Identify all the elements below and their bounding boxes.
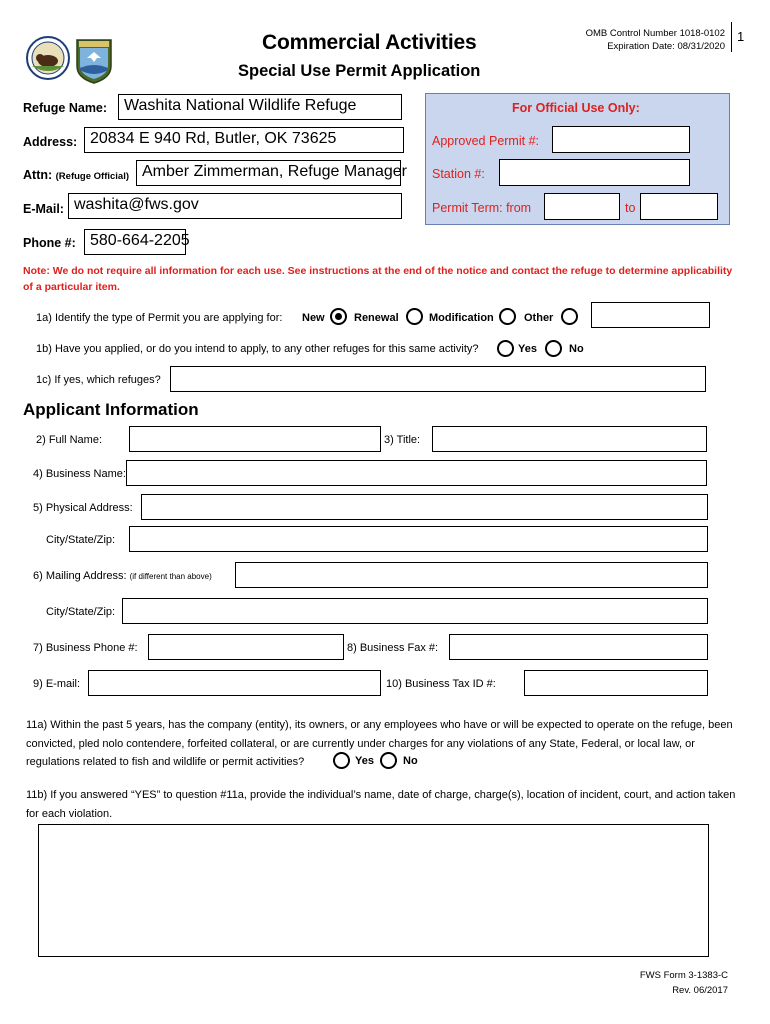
q1b-yes-label: Yes bbox=[518, 343, 537, 355]
form-subtitle: Special Use Permit Application bbox=[238, 62, 481, 80]
q11a-no-label: No bbox=[403, 755, 418, 767]
station-field[interactable] bbox=[499, 159, 690, 186]
official-use-heading: For Official Use Only: bbox=[512, 101, 640, 115]
option-modification-label: Modification bbox=[429, 312, 494, 324]
attn-label bbox=[23, 168, 129, 182]
attn-sub-label: (Refuge Official) bbox=[55, 171, 130, 182]
full-name-label: 2) Full Name: bbox=[36, 434, 103, 446]
mailing-address-label-text: 6) Mailing Address: bbox=[33, 570, 127, 582]
city-state-zip-field[interactable] bbox=[129, 526, 708, 552]
q1b-no-radio[interactable] bbox=[545, 340, 562, 357]
station-label: Station #: bbox=[432, 167, 485, 181]
q1b-yes-radio[interactable] bbox=[497, 340, 514, 357]
attn-field[interactable]: Amber Zimmerman, Refuge Manager bbox=[136, 160, 401, 186]
other-specify-field[interactable] bbox=[591, 302, 710, 328]
mailing-address-note: (if different than above) bbox=[129, 572, 212, 581]
business-phone-label: 7) Business Phone #: bbox=[33, 642, 138, 654]
q11b-text: 11b) If you answered “YES” to question #11a, provide the individual’s name, date of charge, charge(s), location of incident, court, and action taken for each violation. bbox=[26, 789, 736, 820]
business-name-label: 4) Business Name: bbox=[33, 468, 126, 480]
email-applicant-field[interactable] bbox=[88, 670, 381, 696]
q11a-question: 11a) Within the past 5 years, has the company (entity), its owners, or any employees who have or will be expected to operate on the refuge, been convicted, pled nolo contendere, forfeited collateral, or are currently under charges for any violations of any State, Federal, or local law, or regulations related to fish and wildlife or permit activities? bbox=[26, 719, 733, 768]
approved-permit-label: Approved Permit #: bbox=[432, 134, 539, 148]
permit-term-to-field[interactable] bbox=[640, 193, 718, 220]
expiration-date: Expiration Date: 08/31/2020 bbox=[607, 41, 725, 52]
full-name-field[interactable] bbox=[129, 426, 381, 452]
business-name-field[interactable] bbox=[126, 460, 707, 486]
permit-term-from-field[interactable] bbox=[544, 193, 620, 220]
email-label: E-Mail: bbox=[23, 202, 64, 216]
q1c-refuges-field[interactable] bbox=[170, 366, 706, 392]
q11b-response-area[interactable] bbox=[38, 824, 709, 957]
tax-id-field[interactable] bbox=[524, 670, 708, 696]
q1b-no-label: No bbox=[569, 343, 584, 355]
physical-address-label: 5) Physical Address: bbox=[33, 502, 133, 514]
attn-label-text: Attn: bbox=[23, 168, 53, 182]
address-label: Address: bbox=[23, 135, 78, 149]
form-number: FWS Form 3-1383-C bbox=[639, 970, 728, 981]
option-renewal-label: Renewal bbox=[354, 312, 399, 324]
q1c-label: 1c) If yes, which refuges? bbox=[36, 374, 161, 386]
permit-term-to-label: to bbox=[625, 201, 636, 215]
option-other-radio[interactable] bbox=[561, 308, 578, 325]
omb-control-number: OMB Control Number 1018-0102 bbox=[585, 28, 725, 39]
tax-id-label: 10) Business Tax ID #: bbox=[386, 678, 496, 690]
doi-seal-logo bbox=[26, 36, 70, 80]
page-divider bbox=[731, 22, 732, 52]
city-state-zip2-label: City/State/Zip: bbox=[46, 606, 116, 618]
business-phone-field[interactable] bbox=[148, 634, 344, 660]
email-field[interactable]: washita@fws.gov bbox=[68, 193, 402, 219]
option-new-radio[interactable] bbox=[330, 308, 347, 325]
page-number: 1 bbox=[737, 29, 745, 44]
option-other-label: Other bbox=[524, 312, 554, 324]
q1a-label: 1a) Identify the type of Permit you are applying for: bbox=[36, 312, 283, 324]
title-field[interactable] bbox=[432, 426, 707, 452]
business-fax-label: 8) Business Fax #: bbox=[347, 642, 439, 654]
option-renewal-radio[interactable] bbox=[406, 308, 423, 325]
mailing-address-label bbox=[33, 570, 212, 582]
approved-permit-field[interactable] bbox=[552, 126, 690, 153]
q11a-no-radio[interactable] bbox=[380, 752, 397, 769]
city-state-zip2-field[interactable] bbox=[122, 598, 708, 624]
title-label: 3) Title: bbox=[384, 434, 421, 446]
applicant-heading: Applicant Information bbox=[23, 400, 199, 419]
refuge-name-label: Refuge Name: bbox=[23, 101, 108, 115]
option-new-label: New bbox=[302, 312, 325, 324]
refuge-name-field[interactable]: Washita National Wildlife Refuge bbox=[118, 94, 402, 120]
permit-term-label: Permit Term: from bbox=[432, 201, 532, 215]
address-field[interactable]: 20834 E 940 Rd, Butler, OK 73625 bbox=[84, 127, 404, 153]
form-revision: Rev. 06/2017 bbox=[672, 985, 728, 996]
q11a-yes-label: Yes bbox=[355, 755, 374, 767]
phone-label: Phone #: bbox=[23, 236, 76, 250]
business-fax-field[interactable] bbox=[449, 634, 708, 660]
option-modification-radio[interactable] bbox=[499, 308, 516, 325]
physical-address-field[interactable] bbox=[141, 494, 708, 520]
note-text: Note: We do not require all information for each use. See instructions at the end of the notice and contact the refuge to determine applicability of a particular item. bbox=[23, 265, 733, 293]
q11a-yes-radio[interactable] bbox=[333, 752, 350, 769]
phone-field[interactable]: 580-664-2205 bbox=[84, 229, 186, 255]
form-title: Commercial Activities bbox=[262, 31, 477, 54]
city-state-zip-label: City/State/Zip: bbox=[46, 534, 116, 546]
fws-shield-logo bbox=[75, 38, 113, 84]
q1b-label: 1b) Have you applied, or do you intend to apply, to any other refuges for this same activity? bbox=[36, 343, 479, 355]
mailing-address-field[interactable] bbox=[235, 562, 708, 588]
email-applicant-label: 9) E-mail: bbox=[33, 678, 81, 690]
